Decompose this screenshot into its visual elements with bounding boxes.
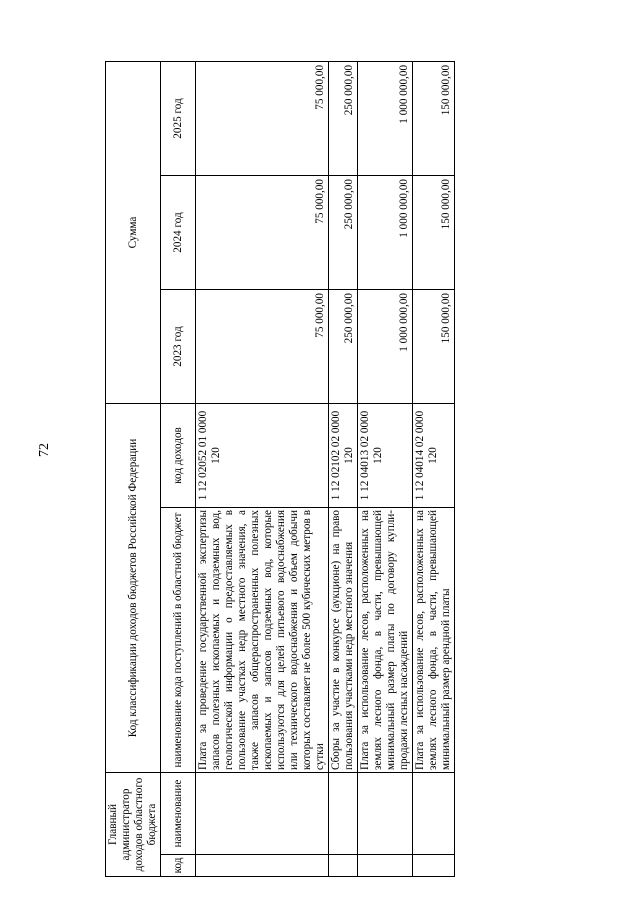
cell-2025: 250 000,00 — [329, 61, 358, 175]
header-admin-group: Главный администратор доходов областного бюджета — [106, 773, 161, 877]
header-income-code: код доходов — [161, 403, 196, 507]
header-income-name: наименование кода поступлений в областной бюджет — [161, 508, 196, 773]
cell-2023: 75 000,00 — [196, 289, 329, 403]
cell-2024: 150 000,00 — [413, 175, 455, 289]
cell-income-code: 1 12 02102 02 0000 120 — [329, 403, 358, 507]
page-number: 72 — [37, 443, 52, 457]
header-sum-group: Сумма — [106, 61, 161, 403]
cell-2025: 150 000,00 — [413, 61, 455, 175]
cell-2023: 150 000,00 — [413, 289, 455, 403]
cell-2023: 1 000 000,00 — [358, 289, 413, 403]
cell-2025: 75 000,00 — [196, 61, 329, 175]
cell-income-code: 1 12 04014 02 0000 120 — [413, 403, 455, 507]
cell-2023: 250 000,00 — [329, 289, 358, 403]
header-classification-group: Код классификации доходов бюджетов Российской Федерации — [106, 403, 161, 772]
table-wrapper — [105, 62, 568, 877]
rotated-table-area — [105, 62, 568, 877]
cell-income-name: Плата за проведение государственной экспертизы запасов полезных ископаемых и подземных вод, геологической информации о предоставляемых в пользование участках недр местного значения, а также запасов общераспространенных полезных ископаемых и запасов подземных вод, которые используются для целей питьевого водоснабжения или технического водоснабжения и объем добычи которых составляет не более 500 кубических метров в сутки — [196, 508, 329, 773]
cell-admin-name — [358, 773, 413, 855]
cell-2024: 75 000,00 — [196, 175, 329, 289]
cell-code — [358, 855, 413, 877]
cell-admin-name — [329, 773, 358, 855]
table-row — [413, 61, 455, 876]
cell-2025: 1 000 000,00 — [358, 61, 413, 175]
cell-income-name: Плата за использование лесов, расположенных на землях лесного фонда, в части, превышающей минимальный размер арендной платы — [413, 508, 455, 773]
cell-income-code: 1 12 02052 01 0000 120 — [196, 403, 329, 507]
header-name: наименование — [161, 773, 196, 855]
table-row — [196, 61, 329, 876]
cell-income-name: Плата за использование лесов, расположенных на землях лесного фонда, в части, превышающей минимальный размер платы по договору купли-продажи лесных насаждений — [358, 508, 413, 773]
cell-income-name: Сборы за участие в конкурсе (аукционе) на право пользования участками недр местного значения — [329, 508, 358, 773]
cell-admin-name — [413, 773, 455, 855]
cell-income-code: 1 12 04013 02 0000 120 — [358, 403, 413, 507]
table-row — [329, 61, 358, 876]
cell-code — [413, 855, 455, 877]
header-row-sub — [161, 61, 196, 876]
header-2025: 2025 год — [161, 61, 196, 175]
header-row-top — [106, 61, 161, 876]
cell-code — [329, 855, 358, 877]
cell-code — [196, 855, 329, 877]
header-code: код — [161, 855, 196, 877]
cell-admin-name — [196, 773, 329, 855]
header-2024: 2024 год — [161, 175, 196, 289]
cell-2024: 250 000,00 — [329, 175, 358, 289]
header-2023: 2023 год — [161, 289, 196, 403]
cell-2024: 1 000 000,00 — [358, 175, 413, 289]
budget-income-table — [105, 61, 455, 877]
table-row — [358, 61, 413, 876]
